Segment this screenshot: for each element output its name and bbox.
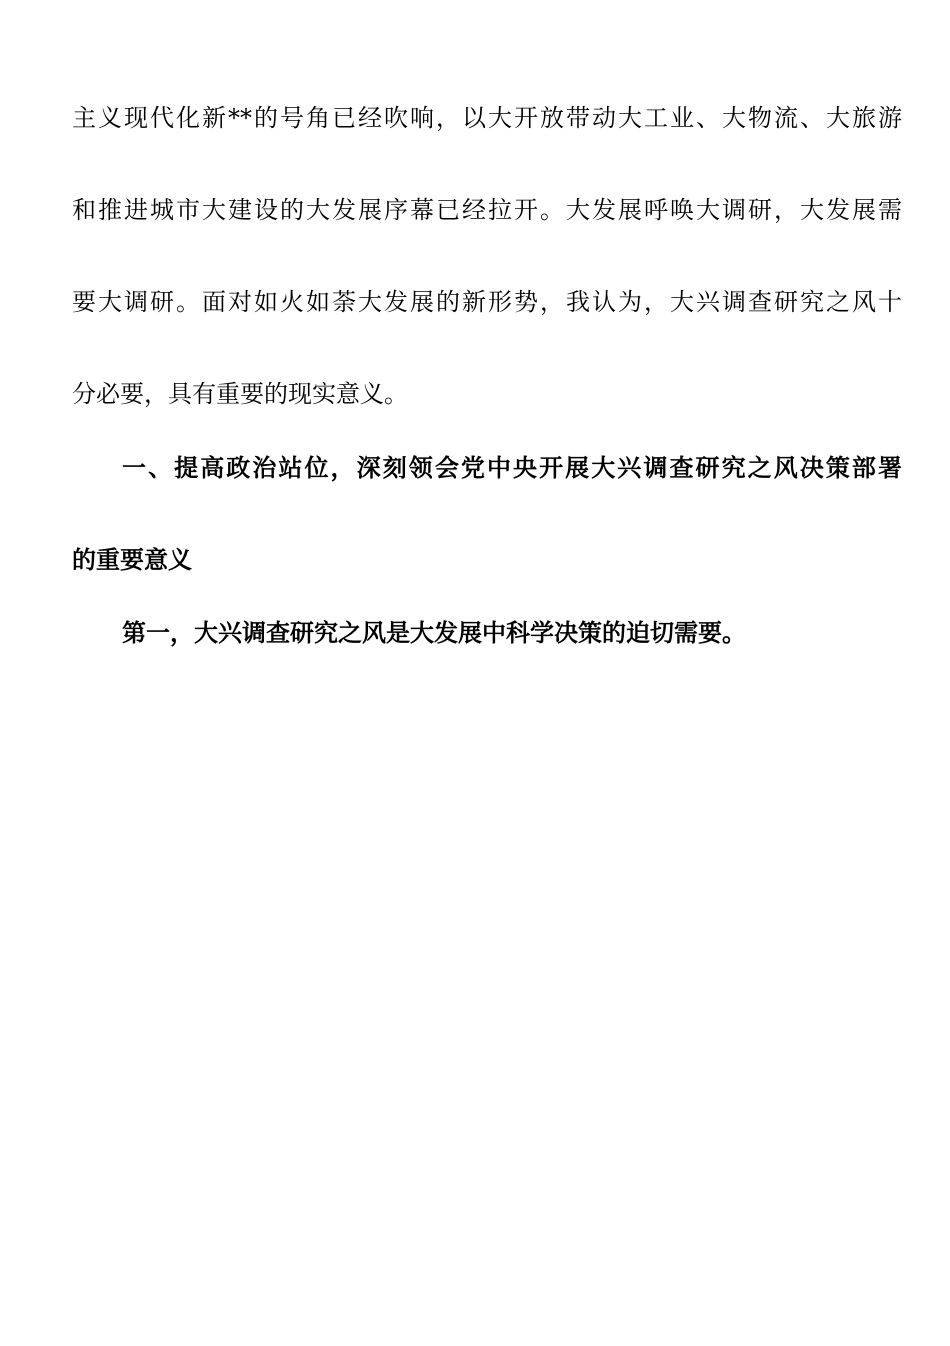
subheading: 第一，大兴调查研究之风是大发展中科学决策的迫切需要。: [122, 619, 746, 647]
section-heading-line-2: 的重要意义: [72, 546, 192, 574]
body-text-line-3: 要大调研。面对如火如荼大发展的新形势，我认为，大兴调查研究之风十: [72, 288, 902, 316]
body-text-line-4: 分必要，具有重要的现实意义。: [72, 380, 408, 408]
body-text-line-1: 主义现代化新**的号角已经吹响，以大开放带动大工业、大物流、大旅游: [72, 104, 902, 132]
section-heading-line-1: 一、提高政治站位，深刻领会党中央开展大兴调查研究之风决策部署: [122, 454, 902, 482]
body-text-line-2: 和推进城市大建设的大发展序幕已经拉开。大发展呼唤大调研，大发展需: [72, 196, 902, 224]
